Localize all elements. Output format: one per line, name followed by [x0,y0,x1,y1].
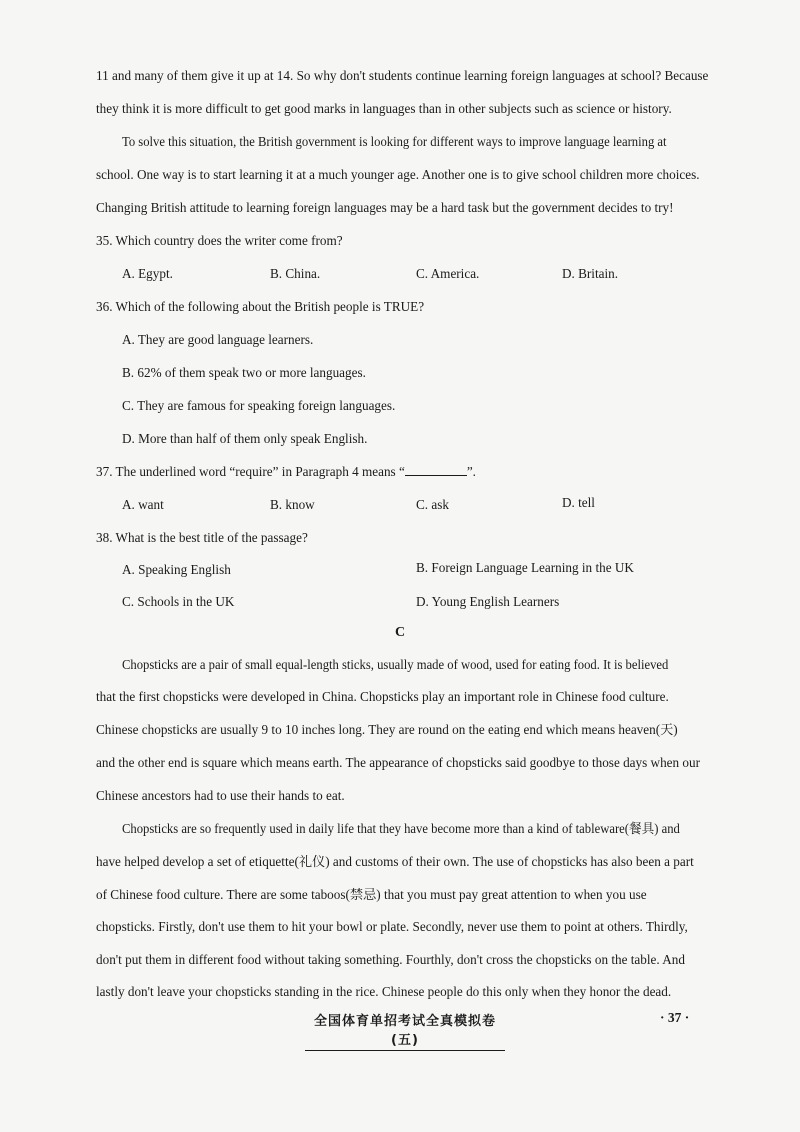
passage-line: lastly don't leave your chopsticks standing in the rice. Chinese people do this only when they honor the dead. [96,984,672,999]
passage-line: school. One way is to start learning it at a much younger age. Another one is to give school children more choices. [96,167,700,182]
option-38-b: B. Foreign Language Learning in the UK [416,560,634,575]
question-38: 38. What is the best title of the passage? [96,530,308,545]
passage-line: 11 and many of them give it up at 14. So why don't students continue learning foreign languages at school? Because [96,68,709,83]
page-number: · 37 · [660,1010,690,1025]
option-38-d: D. Young English Learners [416,594,560,609]
passage-line: Chinese ancestors had to use their hands to eat. [96,788,345,803]
option-36-a: A. They are good language learners. [122,332,314,347]
exam-title-footer: 全国体育单招考试全真模拟卷(五) [305,1010,505,1051]
option-35-d: D. Britain. [562,266,619,281]
section-heading-c: C [394,625,406,640]
passage-line: of Chinese food culture. There are some taboos(禁忌) that you must pay great attention to when you use [96,887,647,902]
option-35-c: C. America. [416,266,480,281]
option-35-a: A. Egypt. [122,266,173,281]
question-36: 36. Which of the following about the British people is TRUE? [96,299,425,314]
answer-blank [405,463,467,476]
option-36-b: B. 62% of them speak two or more languages. [122,365,366,380]
option-36-c: C. They are famous for speaking foreign languages. [122,398,396,413]
option-36-d: D. More than half of them only speak English. [122,431,368,446]
passage-line: Chinese chopsticks are usually 9 to 10 inches long. They are round on the eating end which means heaven(天) [96,722,678,737]
passage-line: To solve this situation, the British government is looking for different ways to improve language learning at [122,134,667,149]
passage-line: and the other end is square which means earth. The appearance of chopsticks said goodbye to those days when our [96,755,700,770]
option-38-c: C. Schools in the UK [122,594,235,609]
passage-line: they think it is more difficult to get good marks in languages than in other subjects such as science or history. [96,101,672,116]
option-38-a: A. Speaking English [122,562,231,577]
passage-line: Changing British attitude to learning foreign languages may be a hard task but the government decides to try! [96,200,674,215]
option-37-a: A. want [122,497,164,512]
passage-line: have helped develop a set of etiquette(礼仪) and customs of their own. The use of chopsticks has also been a part [96,854,694,869]
passage-line: Chopsticks are so frequently used in daily life that they have become more than a kind of tableware(餐具) and [122,821,680,836]
question-37-stem-start: 37. The underlined word “require” in Paragraph 4 means “ [96,464,405,479]
passage-line: chopsticks. Firstly, don't use them to hit your bowl or plate. Secondly, never use them to point at others. Thirdly, [96,919,688,934]
option-37-b: B. know [270,497,315,512]
question-37 [96,463,716,481]
passage-line: that the first chopsticks were developed in China. Chopsticks play an important role in Chinese food culture. [96,689,669,704]
question-35: 35. Which country does the writer come from? [96,233,343,248]
option-35-b: B. China. [270,266,321,281]
option-37-d: D. tell [562,495,595,510]
passage-line: don't put them in different food without taking something. Fourthly, don't cross the chopsticks on the table. And [96,952,685,967]
question-37-stem-end: ”. [466,464,476,479]
option-37-c: C. ask [416,497,449,512]
passage-line: Chopsticks are a pair of small equal-length sticks, usually made of wood, used for eating food. It is believed [122,657,669,672]
